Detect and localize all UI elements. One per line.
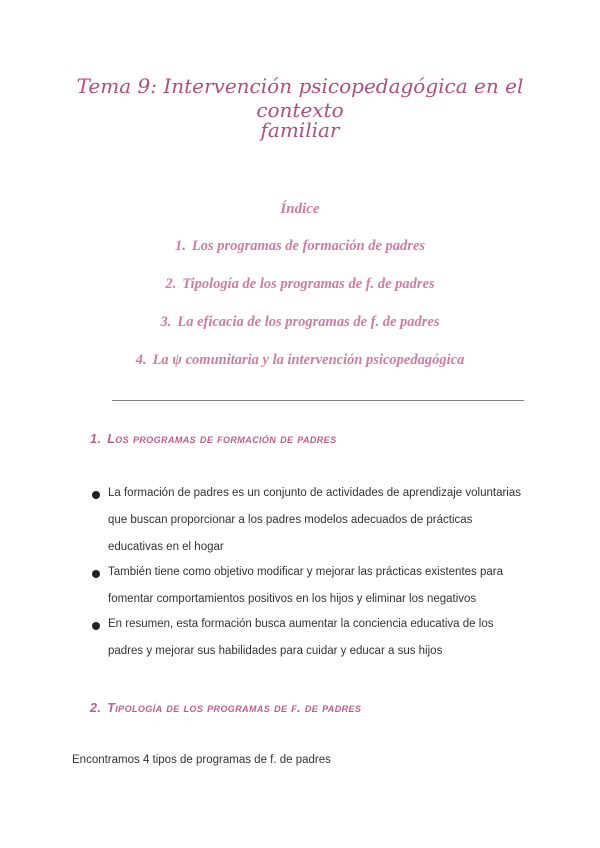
index-item-1: [0, 238, 600, 255]
index-item-number: 4.: [135, 352, 147, 368]
index-item-text: La ψ comunitaria y la intervención psicopedagógica: [152, 352, 465, 368]
bullet-icon: [92, 491, 100, 499]
horizontal-divider: [112, 400, 524, 401]
index-item-4: [0, 352, 600, 369]
section-heading-text: Tipología de los programas de f. de padres: [107, 701, 362, 715]
bullet-3-line-1: En resumen, esta formación busca aumentar la conciencia educativa de los: [108, 618, 494, 630]
index-item-3: [0, 314, 600, 331]
index-item-text: Los programas de formación de padres: [191, 238, 426, 254]
bullet-1-line-2: que buscan proporcionar a los padres modelos adecuados de prácticas: [108, 514, 473, 526]
document-title-line-2: familiar: [260, 118, 340, 142]
bullet-3-line-2: padres y mejorar sus habilidades para cuidar y educar a sus hijos: [108, 645, 443, 657]
document-title-line-1: Tema 9: Intervención psicopedagógica en el contexto: [76, 74, 524, 122]
index-heading: Índice: [280, 201, 320, 217]
bullet-1-line-3: educativas en el hogar: [108, 541, 224, 553]
bullet-2-line-1: También tiene como objetivo modificar y mejorar las prácticas existentes para: [108, 566, 504, 578]
section-2-intro: Encontramos 4 tipos de programas de f. de padres: [72, 754, 331, 766]
section-2-heading: [90, 701, 361, 715]
index-item-text: La eficacia de los programas de f. de padres: [177, 314, 440, 330]
index-item-number: 3.: [160, 314, 172, 330]
index-item-2: [0, 276, 600, 293]
index-item-number: 2.: [165, 276, 177, 292]
bullet-2-line-2: fomentar comportamientos positivos en los hijos y eliminar los negativos: [108, 593, 477, 605]
section-number: 2.: [90, 701, 102, 715]
section-heading-text: Los programas de formación de padres: [107, 432, 337, 446]
section-1-heading: [90, 432, 336, 446]
bullet-icon: [92, 570, 100, 578]
index-item-text: Tipología de los programas de f. de padres: [182, 276, 435, 292]
bullet-1-line-1: La formación de padres es un conjunto de actividades de aprendizaje voluntarias: [108, 487, 521, 499]
section-number: 1.: [90, 432, 102, 446]
bullet-icon: [92, 622, 100, 630]
index-item-number: 1.: [174, 238, 186, 254]
